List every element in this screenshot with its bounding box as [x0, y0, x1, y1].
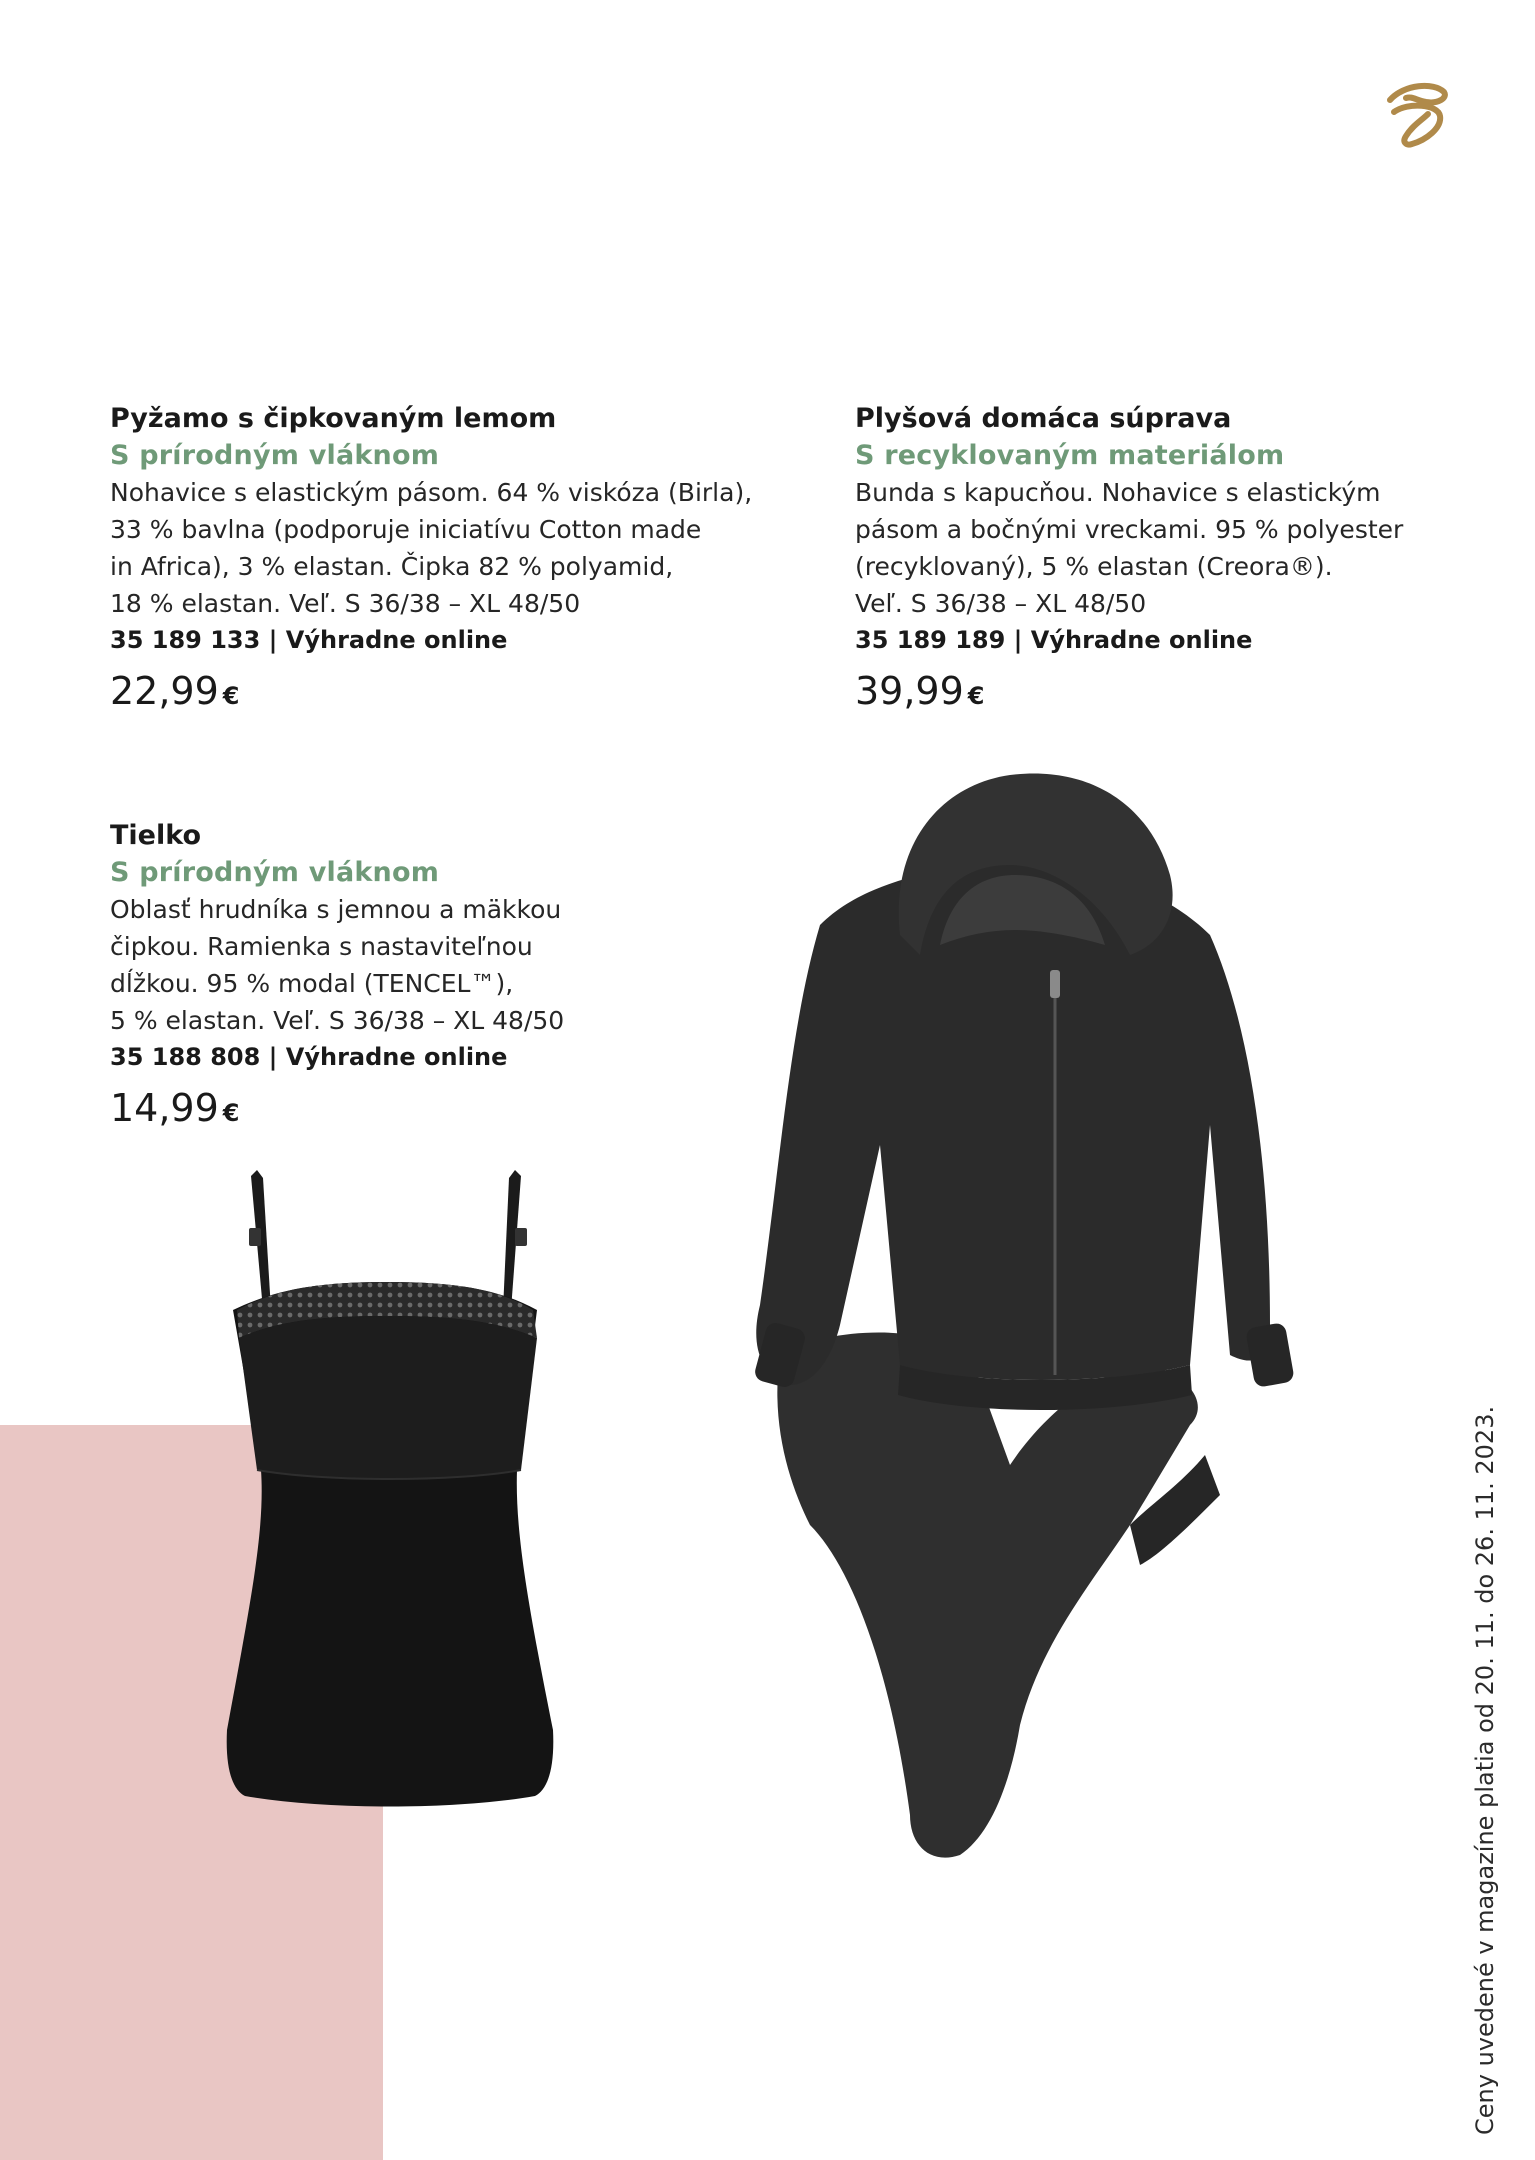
- product-code: 35 189 189 | Výhradne online: [855, 626, 1253, 654]
- price-currency: €: [222, 682, 240, 710]
- product-pajamas: [110, 400, 770, 718]
- product-subtitle: S prírodným vláknom: [110, 440, 440, 471]
- tchibo-logo-icon: [1382, 78, 1450, 148]
- price-value: 22,99: [110, 669, 219, 713]
- product-price: [110, 669, 770, 718]
- price-currency: €: [222, 1099, 240, 1127]
- price-validity-note: Ceny uvedené v magazíne platia od 20. 11. do 26. 11. 2023.: [1471, 1405, 1499, 2135]
- product-title: Tielko: [110, 820, 202, 851]
- lounge-set-image: [710, 765, 1410, 1905]
- product-subtitle: S prírodným vláknom: [110, 857, 440, 888]
- product-price: [855, 669, 1515, 718]
- product-code: 35 188 808 | Výhradne online: [110, 1043, 508, 1071]
- product-tank-top: [110, 817, 770, 1135]
- product-price: [110, 1086, 770, 1135]
- price-value: 39,99: [855, 669, 964, 713]
- product-subtitle: S recyklovaným materiálom: [855, 440, 1285, 471]
- product-title: Pyžamo s čipkovaným lemom: [110, 403, 557, 434]
- product-lounge-set: [855, 400, 1515, 718]
- product-description: Bunda s kapucňou. Nohavice s elastickým pásom a bočnými vreckami. 95 % polyester (recyklovaný), 5 % elastan (Creora®). Veľ. S 36/38 – XL 48/50: [855, 478, 1404, 618]
- product-description: Oblasť hrudníka s jemnou a mäkkou čipkou. Ramienka s nastaviteľnou dĺžkou. 95 % modal (TENCEL™), 5 % elastan. Veľ. S 36/38 – XL 48/50: [110, 895, 565, 1035]
- product-code: 35 189 133 | Výhradne online: [110, 626, 508, 654]
- product-description: Nohavice s elastickým pásom. 64 % viskóza (Birla), 33 % bavlna (podporuje iniciatívu Cotton made in Africa), 3 % elastan. Čipka 82 % polyamid, 18 % elastan. Veľ. S 36/38 – XL 48/50: [110, 478, 753, 618]
- product-title: Plyšová domáca súprava: [855, 403, 1232, 434]
- tank-top-image: [215, 1170, 565, 1850]
- price-currency: €: [967, 682, 985, 710]
- price-value: 14,99: [110, 1086, 219, 1130]
